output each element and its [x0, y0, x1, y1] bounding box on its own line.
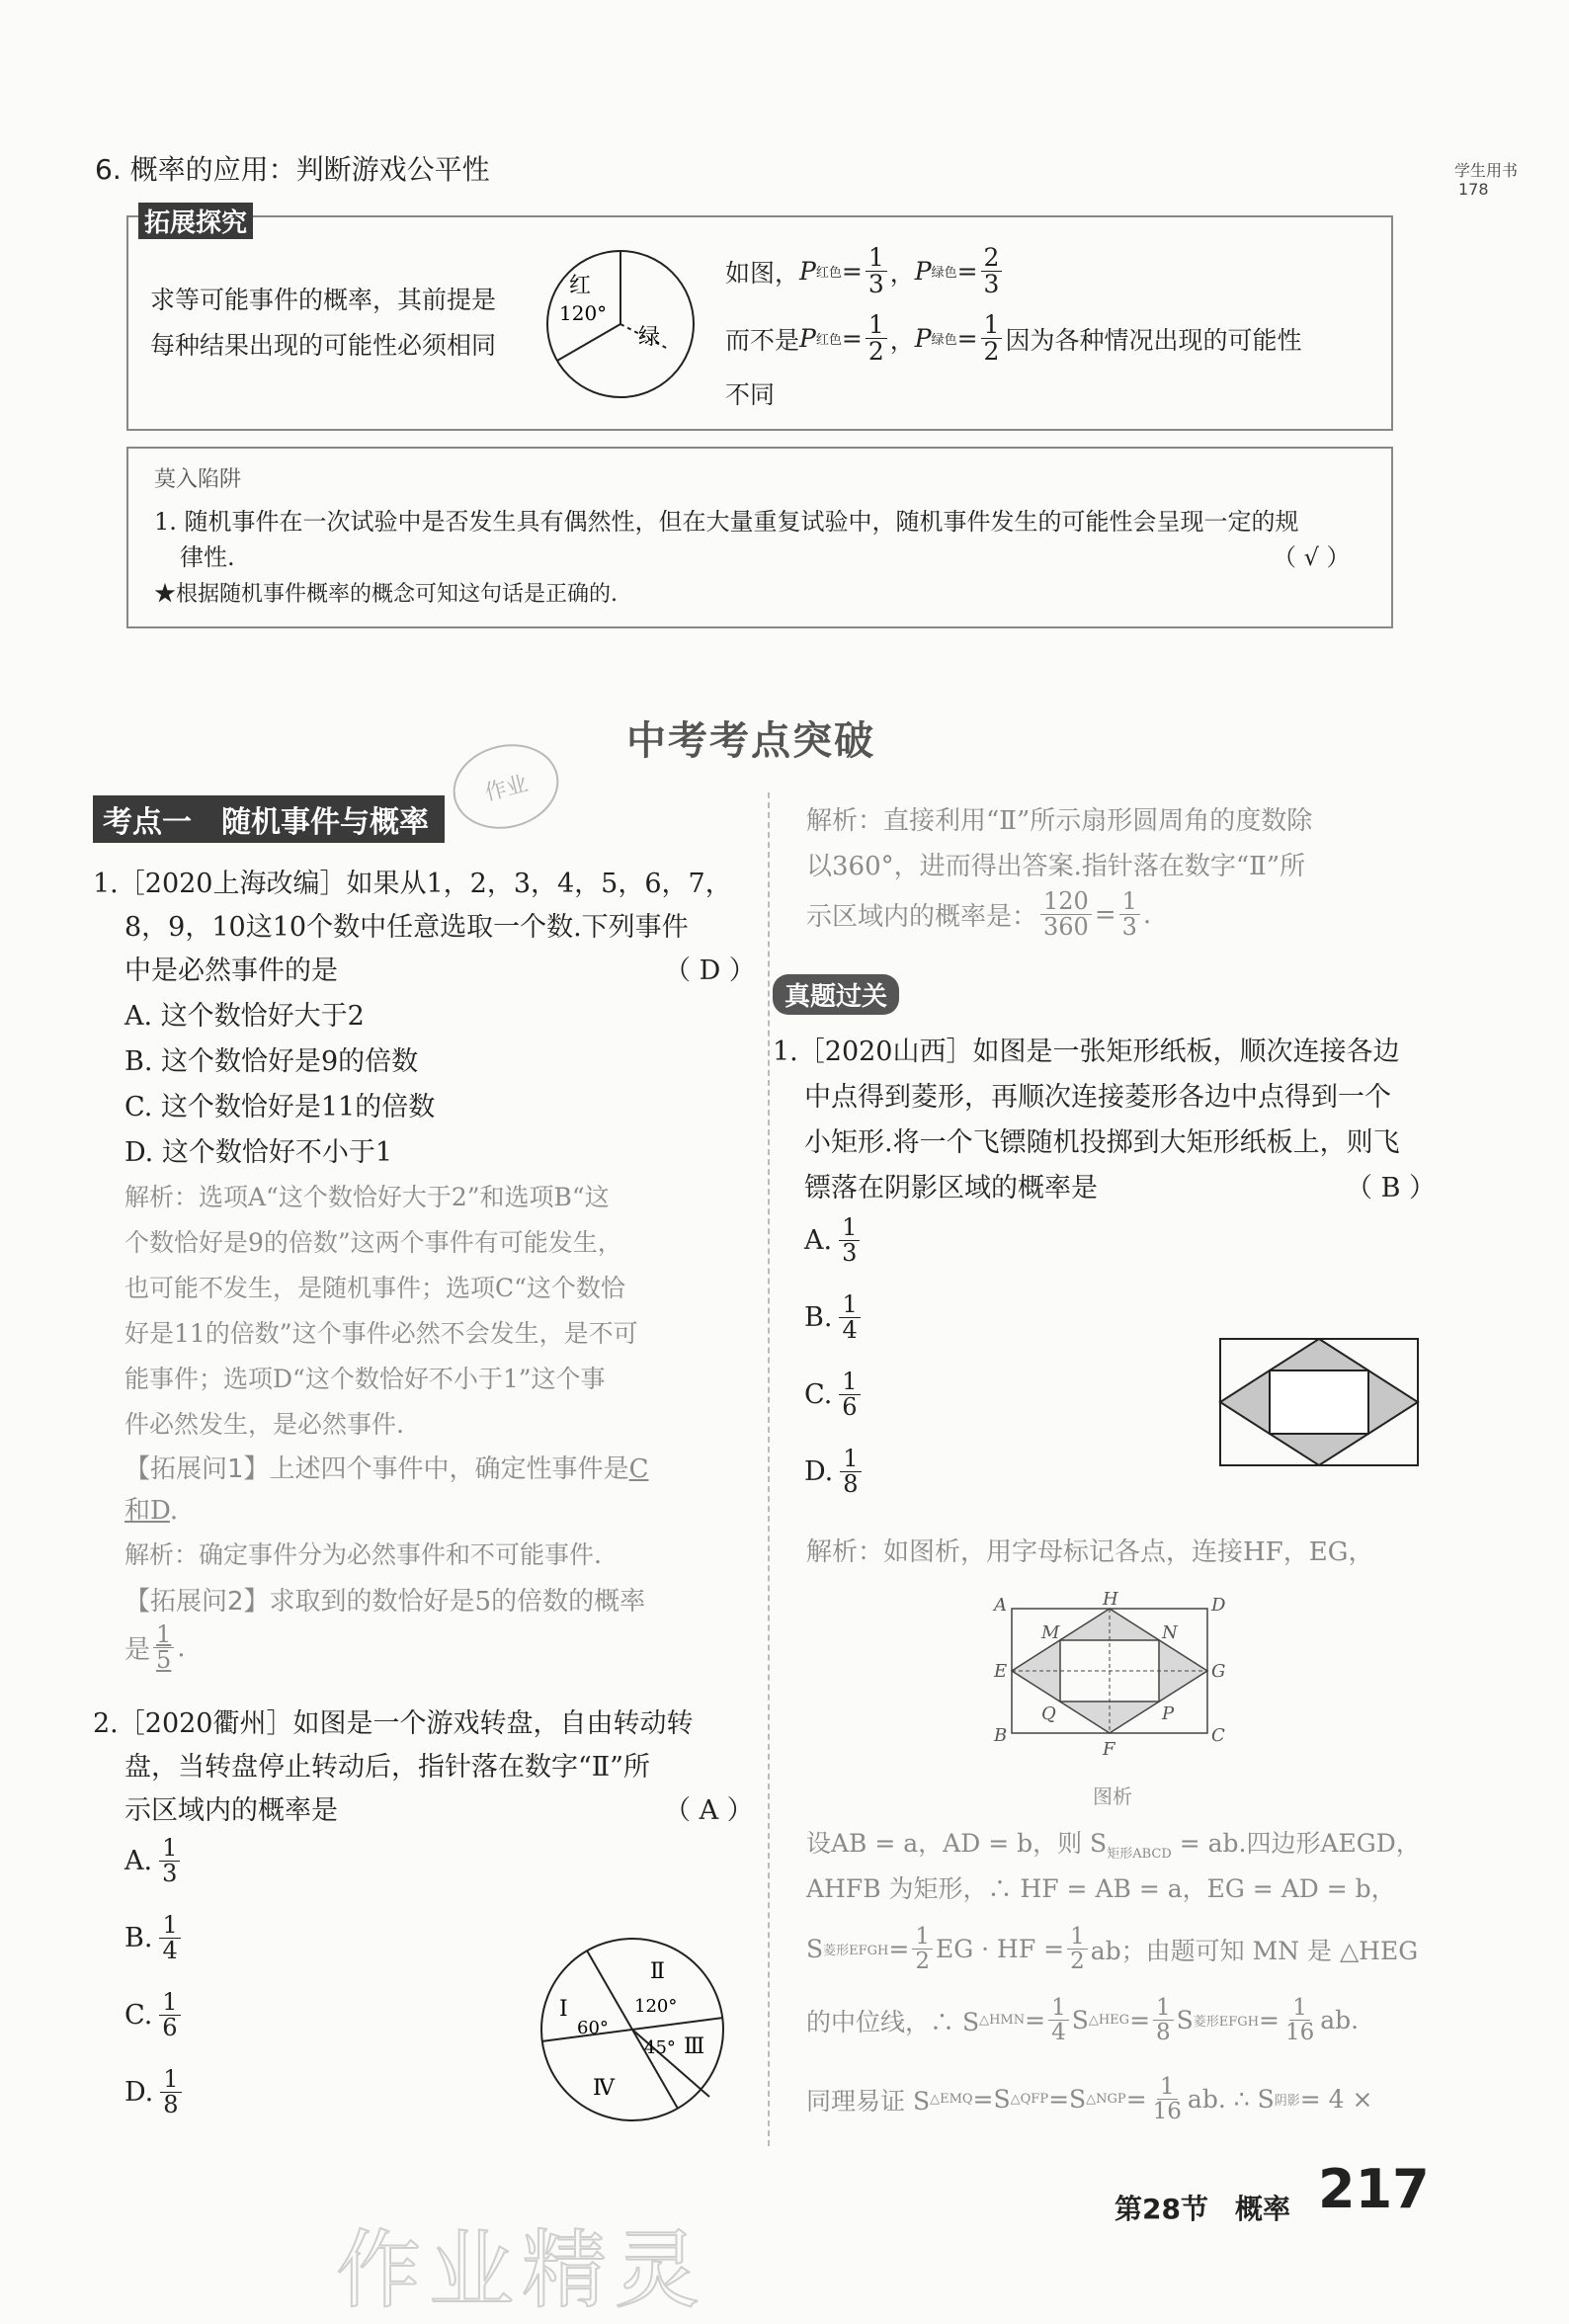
q2-line-2: 盘，当转盘停止转动后，指针落在数字“Ⅱ”所: [124, 1752, 650, 1783]
q1-option-a: A. 这个数恰好大于2: [124, 1001, 365, 1032]
q2-analysis-2: 以360°，进而得出答案.指针落在数字“Ⅱ”所: [806, 852, 1306, 881]
q3-analysis-5: 的中位线，∴ S △HMN = $\frac{1}{4}$ S △HEG = $\frac{1}{8}$ S 菱形EFGH = $\frac{1}{16}$ ab.: [806, 1995, 1360, 2046]
q3-analysis-figure: [988, 1591, 1237, 1761]
trap-item-1: 1. 随机事件在一次试验中是否发生具有偶然性，但在大量重复试验中，随机事件发生的可能性会呈现一定的规: [154, 508, 1299, 536]
q2-analysis-3: 示区域内的概率是： $\frac{120}{360}$ = $\frac{1}{3}$ .: [806, 887, 1152, 942]
explore-formula-row-2: 而不是 P 红色 = $\frac{1}{2}$ ， P 绿色 = $\frac{1}{2}$ 因为各种情况出现的可能性: [725, 310, 1302, 367]
q2-option-d: D. $\frac{1}{8}$: [124, 2067, 185, 2117]
trap-note: ★根据随机事件概率的概念可知这句话是正确的.: [154, 582, 618, 607]
q2-spinner-diagram: [534, 1931, 731, 2128]
q3-answer: （ B ）: [1346, 1173, 1437, 1204]
q3-analysis-2: 设AB = a，AD = b，则 $S_{矩形ABCD}$ = ab.四边形AEGD，: [806, 1829, 1421, 1862]
q3-line-3: 小矩形.将一个飞镖随机投掷到大矩形纸板上，则飞: [804, 1127, 1400, 1158]
svg-text:Ⅰ: Ⅰ: [559, 1997, 568, 2022]
svg-text:Ⅳ: Ⅳ: [593, 2076, 615, 2101]
q1-analysis-2: 个数恰好是9的倍数”这两个事件有可能发生，: [124, 1228, 622, 1257]
q3-option-c: C. $\frac{1}{6}$: [804, 1370, 864, 1420]
explore-tag: 拓展探究: [138, 203, 253, 239]
svg-text:G: G: [1211, 1661, 1226, 1682]
explore-reason-end: 不同: [725, 380, 776, 409]
side-label: 学生用书: [1454, 161, 1519, 180]
svg-text:Ⅲ: Ⅲ: [684, 2034, 705, 2059]
svg-text:45°: 45°: [644, 2037, 676, 2058]
q1-analysis-1: 解析：选项A“这个数恰好大于2”和选项B“这: [124, 1183, 610, 1211]
wheel-red-label: 红: [569, 274, 592, 298]
q2-line-1: 2.［2020衢州］如图是一个游戏转盘，自由转动转: [93, 1708, 694, 1739]
svg-text:D: D: [1211, 1595, 1226, 1616]
svg-text:B: B: [994, 1725, 1008, 1746]
svg-text:C: C: [1211, 1725, 1225, 1746]
q3-line-1: 1.［2020山西］如图是一张矩形纸板，顺次连接各边: [773, 1037, 1400, 1067]
q1-analysis-6: 件必然发生，是必然事件.: [124, 1410, 404, 1439]
svg-text:P: P: [1162, 1703, 1175, 1724]
trap-item-1-cont: 律性.: [180, 543, 235, 571]
q2-option-b: B. $\frac{1}{4}$: [124, 1913, 184, 1963]
watermark: 作业精灵: [336, 2221, 707, 2320]
svg-text:E: E: [994, 1661, 1008, 1682]
wheel-angle-label: 120°: [559, 301, 608, 325]
q1-option-b: B. 这个数恰好是9的倍数: [124, 1046, 419, 1077]
trap-title: 莫入陷阱: [154, 467, 242, 492]
q1-ext1-answer-cont: 和D.: [124, 1496, 179, 1526]
main-title: 中考考点突破: [626, 718, 875, 764]
kaodian-tag: 考点一 随机事件与概率: [93, 795, 445, 843]
footer-section: 第28节: [1115, 2193, 1208, 2225]
zhenti-tag: 真题过关: [773, 974, 899, 1015]
svg-text:Ⅱ: Ⅱ: [650, 1959, 665, 1984]
q3-analysis-4: S 菱形EFGH = $\frac{1}{2}$ EG · HF = $\frac{1}{2}$ ab；由题可知 MN 是 △HEG: [806, 1924, 1419, 1975]
q1-line-3: 中是必然事件的是: [124, 955, 338, 986]
q3-option-b: B. $\frac{1}{4}$: [804, 1292, 864, 1343]
stamp-seal: 作业: [444, 733, 567, 840]
column-divider: [768, 792, 770, 2146]
q1-answer: （ D ）: [664, 955, 756, 986]
q1-ext1-analysis: 解析：确定事件分为必然事件和不可能事件.: [124, 1540, 602, 1569]
svg-text:Q: Q: [1041, 1703, 1056, 1724]
q2-line-3: 示区域内的概率是: [124, 1795, 338, 1826]
q3-rectangle-diagram: [1217, 1336, 1421, 1468]
explore-left-text-1: 求等可能事件的概率，其前提是: [150, 286, 497, 314]
svg-text:120°: 120°: [634, 1996, 678, 2017]
q2-answer: （ A ）: [664, 1795, 754, 1826]
q3-analysis-3: AHFB 为矩形，∴ HF = AB = a，EG = AD = b，: [806, 1874, 1396, 1903]
q1-analysis-3: 也可能不发生，是随机事件；选项C“这个数恰: [124, 1274, 625, 1302]
wheel-green-label: 绿: [638, 325, 661, 350]
svg-text:60°: 60°: [577, 2018, 609, 2038]
q3-line-4: 镖落在阴影区域的概率是: [804, 1173, 1098, 1204]
q1-ext2: 【拓展问2】求取到的数恰好是5的倍数的概率: [124, 1587, 646, 1617]
trap-item-1-answer: （ √ ）: [1273, 543, 1351, 571]
svg-text:N: N: [1162, 1622, 1178, 1643]
q3-figure-caption: 图析: [1093, 1784, 1132, 1808]
svg-text:F: F: [1103, 1739, 1115, 1760]
section-title: 6. 概率的应用：判断游戏公平性: [95, 153, 490, 186]
q1-option-c: C. 这个数恰好是11的倍数: [124, 1092, 436, 1122]
q2-option-a: A. $\frac{1}{3}$: [124, 1836, 183, 1886]
q1-analysis-4: 好是11的倍数”这个事件必然不会发生，是不可: [124, 1319, 638, 1348]
explore-formula-row-1: 如图， P 红色 = $\frac{1}{3}$ ， P 绿色 = $\frac{2}{3}$: [725, 245, 1005, 298]
q1-line-2: 8，9，10这10个数中任意选取一个数.下列事件: [124, 912, 689, 943]
q3-option-d: D. $\frac{1}{8}$: [804, 1447, 865, 1497]
svg-text:M: M: [1041, 1622, 1060, 1643]
svg-text:A: A: [994, 1595, 1007, 1616]
svg-text:H: H: [1103, 1591, 1118, 1610]
q2-option-c: C. $\frac{1}{6}$: [124, 1990, 184, 2040]
side-page-number: 178: [1458, 180, 1489, 199]
footer-page-number: 217: [1318, 2158, 1430, 2220]
explore-left-text-2: 每种结果出现的可能性必须相同: [150, 331, 497, 360]
q3-analysis-6: 同理易证 S △EMQ = S △QFP = S △NGP = $\frac{1}{16}$ ab. ∴ S 阴影 = 4 ×: [806, 2074, 1373, 2125]
explore-wheel-diagram: [541, 245, 700, 403]
q1-analysis-5: 能事件；选项D“这个数恰好不小于1”这个事: [124, 1365, 606, 1393]
q3-option-a: A. $\frac{1}{3}$: [804, 1215, 863, 1266]
footer-topic: 概率: [1235, 2193, 1291, 2225]
q1-ext2-answer: 是 $\frac{1}{5}$ .: [124, 1620, 186, 1675]
q3-line-2: 中点得到菱形，再顺次连接菱形各边中点得到一个: [804, 1082, 1391, 1113]
q2-analysis-1: 解析：直接利用“Ⅱ”所示扇形圆周角的度数除: [806, 806, 1313, 836]
q1-option-d: D. 这个数恰好不小于1: [124, 1137, 393, 1168]
q1-line-1: 1.［2020上海改编］如果从1，2，3，4，5，6，7，: [93, 869, 732, 899]
q1-ext1: 【拓展问1】上述四个事件中，确定性事件是C: [124, 1454, 649, 1484]
q3-analysis-1: 解析：如图析，用字母标记各点，连接HF，EG，: [806, 1537, 1374, 1567]
